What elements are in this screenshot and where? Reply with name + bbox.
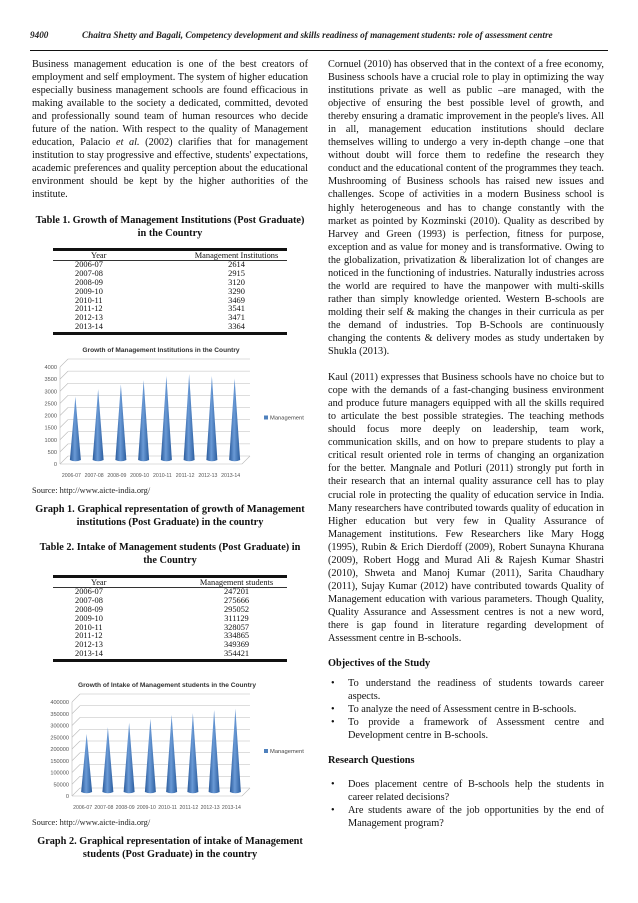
- cone-bar: [145, 719, 156, 793]
- graph2-svg: [32, 676, 310, 818]
- year-cell: 2012-13: [75, 313, 103, 323]
- research-questions-list: [328, 778, 604, 830]
- table1-body: [53, 261, 287, 333]
- paragraph-cornuel: Cornuel (2010) has observed that in the context of a free economy, Business schools have a crucial role to play in optimizing the way institutions private as well as public –are managed, with the objective of ensuring the best possible level of growth, and thereby ensuring a dramatic improvement in the people's lives. All in all, management education institutions should declare themselves willing to undergo a very in-depth change –one that without doubt will force them to redefine the research they conduct and the educational content of the programmes they teach. Mushrooming of Business schools has raised new issues and challenges. Scope of activities in a modern Business school is highly heterogeneous and has to change constantly with the market as pointed by Kozminski (2010). Quality as described by Harvey and Green (1993) is perfection, fitness for purpose, exception and as value for money and is transformative. Owing to the globalization, privatization & liberalization lot of changes are noticed in the functioning of industries. Naturally industries across the world are required to have the manpower with multi-skills rather than simply knowledge oriented. Western B-schools are molding their self & making the changes in their curricula as per the demand of industries. Top B-Schools are continuously changing the contents & delivery modes as study undertaken by Shukla (2013).: [328, 59, 604, 358]
- y-tick-label: 250000: [50, 735, 69, 742]
- table2-header-year: Year: [53, 576, 186, 588]
- y-tick-label: 0: [53, 461, 57, 468]
- list-item-text: To understand the readiness of students towards career aspects.: [348, 678, 604, 703]
- objectives-list: [328, 677, 604, 742]
- bullet-icon: •: [331, 779, 335, 791]
- y-tick-label: 100000: [50, 770, 69, 777]
- value-cell: 295052: [223, 605, 250, 615]
- legend-swatch-icon: [264, 415, 268, 419]
- y-tick-label: 2500: [44, 401, 57, 408]
- value-cell: 3469: [228, 295, 245, 305]
- y-tick-label: 0: [65, 793, 69, 800]
- y-tick-label: 3500: [44, 376, 57, 383]
- y-tick-label: 350000: [50, 711, 69, 718]
- table-row: [53, 323, 287, 333]
- graph1-chart: [32, 341, 310, 486]
- list-item-text: To analyze the need of Assessment centre in B-schools.: [348, 704, 577, 716]
- x-tick-label: 2007-08: [84, 472, 104, 479]
- value-cell: 328057: [223, 622, 250, 632]
- cone-bar: [138, 380, 149, 461]
- year-cell: 2007-08: [75, 596, 103, 606]
- cone-bar: [124, 723, 135, 794]
- table2-header-students: Management students: [186, 576, 287, 588]
- year-cell: 2010-11: [75, 622, 103, 632]
- value-cell: 3120: [228, 277, 245, 287]
- list-item: [328, 804, 604, 830]
- paragraph-kaul: Kaul (2011) expresses that Business schools have no choice but to cope with the demands of a fast-changing business environment and produce future managers equipped with all the skills required to articulate the best possible strategies. The teaching methods should focus more deeply on leadership, team work, communication skills, and on how to prepare students to play a critical result oriented role in terms of changing an organization for the better. Mangnale and Potluri (2011) strongly put forth in their research that an internal quality assurance cell has to play crucial role in protecting the quality of education service in India. Many researchers have contributed towards quality of education in Higher education but very few in Quality Assurance of Management institutions. Few Researchers like Mary Hogg (1995), Rubin & Erich Dierdoff (2009), Robert Sunayna Khurana (2009), Robert Hogg and Murad Ali & Rajesh Kumar Shastri (2010), Shweta and Manoj Kumar (2011), Sarita Chaudhary (2011), Sujay Kumar (2012) have contributed towards Quality of Management education with various parameters. Though Quality, Quality Assurance and Assessment centres is not a new word, there is gap found in literature regarding development of Assessment centre in B-schools.: [328, 372, 604, 645]
- year-cell: 2012-13: [75, 640, 103, 650]
- cone-bar: [230, 709, 241, 794]
- table2: [53, 575, 287, 662]
- x-tick-label: 2010-11: [158, 804, 177, 811]
- table2-caption: Table 2. Intake of Management students (Post Graduate) in the Country: [39, 541, 301, 566]
- table1-caption: Table 1. Growth of Management Institutions (Post Graduate) in the Country: [35, 214, 305, 239]
- year-cell: 2011-12: [75, 631, 103, 641]
- y-tick-label: 300000: [50, 723, 69, 730]
- value-cell: 334865: [223, 631, 250, 641]
- x-tick-label: 2008-09: [107, 472, 127, 479]
- value-cell: 3471: [228, 313, 245, 323]
- x-tick-label: 2012-13: [200, 804, 220, 811]
- page-number: 9400: [30, 30, 49, 40]
- intro-paragraph: Business management education is one of the best creators of employment and self employment. The system of higher education especially business management schools are found efficacious in making available to the society a dedicated, committed, devoted and professionally sound team of human resources who decide future of the nation. With respect to the quality of Management education, Palacio et al. (2002) clarifies that for management institution to stay progressive and effective, students' expectations, academic preferences and quality perception about the educational environment should be kept by the higher authorities of the institute.: [32, 59, 308, 201]
- list-item-text: Are students aware of the job opportunities by the end of Management program?: [348, 805, 604, 830]
- cone-bar: [206, 376, 217, 461]
- y-tick-label: 400000: [50, 699, 69, 706]
- x-tick-label: 2011-12: [179, 804, 199, 811]
- value-cell: 349369: [223, 640, 250, 650]
- running-title: Chaitra Shetty and Bagali, Competency development and skills readiness of management students: role of assessment centre: [82, 30, 553, 40]
- y-tick-label: 150000: [50, 758, 69, 765]
- x-tick-label: 2009-10: [136, 804, 156, 811]
- y-tick-label: 1500: [44, 425, 57, 432]
- graph1-svg: [32, 341, 310, 486]
- value-cell: 3541: [228, 304, 245, 314]
- cone-bar: [166, 715, 177, 793]
- list-item: [328, 716, 604, 742]
- year-cell: 2013-14: [53, 650, 186, 660]
- value-cell: 2614: [228, 260, 245, 270]
- year-cell: 2006-07: [75, 260, 103, 270]
- header-rule: [30, 50, 608, 51]
- y-tick-label: 4000: [44, 364, 57, 371]
- table1-header-year: Year: [53, 249, 186, 261]
- graph1-source: Source: http://www.aicte-india.org/: [32, 485, 151, 495]
- x-tick-label: 2007-08: [94, 804, 114, 811]
- cone-bar: [102, 727, 113, 793]
- objectives-heading: Objectives of the Study: [328, 658, 431, 670]
- value-cell: 247201: [223, 587, 250, 597]
- table1: [53, 248, 287, 335]
- chart-title: Growth of Intake of Management students in the Country: [77, 681, 257, 689]
- x-tick-label: 2012-13: [198, 472, 218, 479]
- x-tick-label: 2013-14: [221, 804, 241, 811]
- bullet-icon: •: [331, 704, 335, 716]
- year-cell: 2007-08: [75, 269, 103, 279]
- table-row: [53, 650, 287, 660]
- list-item: [328, 778, 604, 804]
- table1-header-institutions: Management Institutions: [186, 249, 287, 261]
- y-tick-label: 3000: [44, 388, 57, 395]
- legend-label: Management: [270, 748, 304, 755]
- list-item: [328, 677, 604, 703]
- x-tick-label: 2010-11: [153, 472, 172, 479]
- et-al-emphasis: et al.: [116, 137, 140, 149]
- bullet-icon: •: [331, 805, 335, 817]
- chart-title: Growth of Management Institutions in the Country: [82, 346, 240, 354]
- cone-bar: [81, 734, 92, 793]
- cone-bar: [187, 713, 198, 793]
- year-cell: 2013-14: [53, 323, 186, 333]
- research-questions-heading: Research Questions: [328, 755, 415, 767]
- x-tick-label: 2011-12: [175, 472, 195, 479]
- year-cell: 2008-09: [75, 277, 103, 287]
- list-item: [328, 703, 604, 716]
- legend-label: Management: [270, 415, 304, 422]
- cone-bar: [161, 376, 172, 461]
- bullet-icon: •: [331, 678, 335, 690]
- y-tick-label: 200000: [50, 746, 69, 753]
- list-item-text: Does placement centre of B-schools help the students in career related decisions?: [348, 779, 604, 804]
- year-cell: 2011-12: [75, 304, 103, 314]
- year-cell: 2010-11: [75, 295, 103, 305]
- year-cell: 2008-09: [75, 605, 103, 615]
- year-cell: 2009-10: [75, 613, 103, 623]
- year-cell: 2006-07: [75, 587, 103, 597]
- graph1-caption: Graph 1. Graphical representation of growth of Management institutions (Post Graduate) in the country: [35, 503, 305, 528]
- bullet-icon: •: [331, 717, 335, 729]
- y-tick-label: 500: [47, 449, 57, 456]
- value-cell: 3290: [228, 286, 245, 296]
- y-tick-label: 1000: [44, 437, 57, 444]
- x-tick-label: 2006-07: [61, 472, 81, 479]
- cone-bar: [93, 389, 104, 461]
- cone-bar: [70, 396, 81, 461]
- graph2-source: Source: http://www.aicte-india.org/: [32, 817, 151, 827]
- graph2-chart: [32, 676, 310, 818]
- table2-body: [53, 588, 287, 660]
- cone-bar: [115, 384, 126, 461]
- right-column: [328, 58, 604, 830]
- value-cell: 3364: [186, 323, 287, 333]
- y-tick-label: 2000: [44, 413, 57, 420]
- list-item-text: To provide a framework of Assessment centre and Development centre in B-schools.: [348, 717, 604, 742]
- cone-bar: [209, 710, 220, 793]
- x-tick-label: 2006-07: [73, 804, 93, 811]
- cone-bar: [184, 374, 195, 461]
- y-tick-label: 50000: [53, 782, 69, 789]
- x-tick-label: 2008-09: [115, 804, 135, 811]
- year-cell: 2009-10: [75, 286, 103, 296]
- graph2-caption: Graph 2. Graphical representation of intake of Management students (Post Graduate) in the country: [37, 835, 303, 860]
- x-tick-label: 2013-14: [221, 472, 241, 479]
- value-cell: 311129: [224, 613, 249, 623]
- x-tick-label: 2009-10: [130, 472, 150, 479]
- left-column: [32, 58, 308, 861]
- value-cell: 275666: [223, 596, 250, 606]
- value-cell: 354421: [186, 650, 287, 660]
- value-cell: 2915: [228, 269, 245, 279]
- legend-swatch-icon: [264, 749, 268, 753]
